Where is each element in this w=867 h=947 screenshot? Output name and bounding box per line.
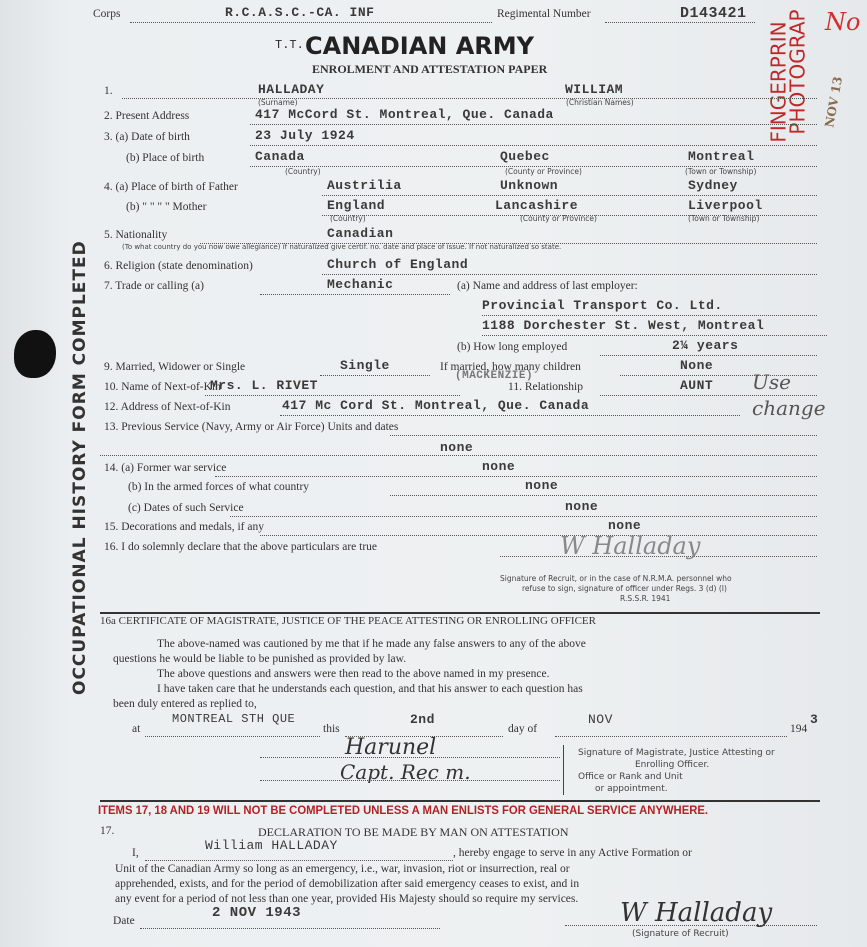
place-of-birth-label: (b) Place of birth: [126, 152, 205, 164]
date-label: Date: [113, 915, 135, 927]
attestation-place: MONTREAL STH QUE: [172, 712, 296, 726]
decorations: none: [608, 518, 642, 533]
corps-value: R.C.A.S.C.-CA. INF: [225, 5, 375, 20]
regimental-number-label: Regimental Number: [497, 8, 591, 20]
mother-birth-label: (b) " " " " Mother: [126, 201, 207, 213]
certificate-text: been duly entered as replied to,: [113, 698, 257, 710]
next-of-kin-label: 10. Name of Next-of-Kin: [104, 381, 221, 393]
mother-province: Lancashire: [495, 198, 579, 213]
recruit-signature-caption: (Signature of Recruit): [632, 929, 729, 939]
attestation-day: 2nd: [410, 712, 435, 727]
occupational-stamp: OCCUPATIONAL HISTORY FORM COMPLETED: [70, 240, 90, 695]
officer-caption: Enrolling Officer.: [635, 760, 710, 770]
regimental-number: D143421: [680, 5, 747, 22]
province-caption: (County or Province): [520, 214, 597, 223]
former-war-service: none: [482, 459, 516, 474]
service-dates: none: [565, 499, 599, 514]
children-count: None: [680, 358, 714, 373]
present-address-label: 2. Present Address: [104, 110, 190, 122]
next-of-kin: Mrs. L. RIVET: [210, 378, 318, 393]
fingerprinted-stamp: FINGERPRIN: [766, 21, 791, 143]
declaration-date: 2 NOV 1943: [212, 905, 302, 921]
certificate-heading: 16a CERTIFICATE OF MAGISTRATE, JUSTICE OF THE PEACE ATTESTING OR ENROLLING OFFICER: [100, 615, 596, 627]
birth-town: Montreal: [688, 149, 755, 164]
relationship-label: 11. Relationship: [508, 381, 583, 393]
declaration-16-label: 16. I do solemnly declare that the above particulars are true: [104, 541, 378, 553]
next-of-kin-address-label: 12. Address of Next-of-Kin: [104, 401, 231, 413]
town-caption: (Town or Township): [685, 167, 757, 176]
officer-caption: or appointment.: [595, 784, 668, 794]
declaration-text: apprehended, exists, and for the period of demobilization after said emergency ceases to exist, and in: [115, 878, 580, 890]
nationality-label: 5. Nationality: [104, 229, 168, 241]
officer-rank: Capt. Rec m.: [340, 760, 471, 784]
attestation-year-digit: 3: [810, 712, 819, 727]
father-province: Unknown: [500, 178, 559, 193]
declaration-text: any event for a period of not less than one year, provided His Majesty should so require my services.: [115, 893, 579, 905]
father-birth-label: 4. (a) Place of birth of Father: [104, 181, 238, 193]
previous-service-label: 13. Previous Service (Navy, Army or Air Force) Units and dates: [104, 421, 399, 433]
armed-forces-country: none: [525, 478, 559, 493]
how-long-employed: 2¼ years: [672, 338, 739, 353]
certificate-text: I have taken care that he understands each question, and that his answer to each question has: [157, 683, 583, 695]
day-of-label: day of: [508, 723, 538, 735]
surname-caption: (Surname): [258, 98, 298, 107]
children-label: If married, how many children: [440, 361, 581, 373]
certificate-text: The above-named was cautioned by me that if he made any false answers to any of the above: [157, 638, 586, 650]
previous-service: none: [440, 440, 474, 455]
declaration-text: , hereby engage to serve in any Active Formation or: [453, 847, 692, 859]
employer-line-1: Provincial Transport Co. Ltd.: [482, 298, 723, 313]
province-caption: (County or Province): [505, 167, 582, 176]
marital-status: Single: [340, 358, 390, 373]
date-stamp: NOV 13: [822, 75, 846, 129]
armed-forces-country-label: (b) In the armed forces of what country: [128, 481, 310, 493]
certificate-text: The above questions and answers were then read to the above named in my presence.: [157, 668, 550, 680]
trade: Mechanic: [327, 277, 394, 292]
town-caption: (Town or Township): [688, 214, 760, 223]
attestation-year: 194: [790, 723, 808, 735]
present-address: 417 McCord St. Montreal, Que. Canada: [255, 107, 554, 122]
religion: Church of England: [327, 257, 469, 272]
q1-number: 1.: [104, 85, 113, 97]
ink-blot: [14, 330, 56, 378]
officer-signature: Harunel: [345, 735, 437, 760]
tt-mark: T.T.: [275, 38, 304, 52]
recruit-signature-declaration: W Halladay: [620, 898, 773, 928]
signature-caption-1: Signature of Recruit, or in the case of N.R.M.A. personnel who: [500, 574, 732, 583]
form-title: CANADIAN ARMY: [305, 32, 535, 60]
trade-label: 7. Trade or calling (a): [104, 280, 204, 292]
handwritten-annotation-change: change: [752, 396, 826, 420]
date-of-birth: 23 July 1924: [255, 128, 355, 143]
dob-label: 3. (a) Date of birth: [104, 131, 190, 143]
attestation-month: NOV: [588, 712, 613, 727]
form-subtitle: ENROLMENT AND ATTESTATION PAPER: [312, 62, 548, 76]
declaration-text: Unit of the Canadian Army so long as an emergency, i.e., war, invasion, riot or insurrection, real or: [115, 863, 570, 875]
employer-line-2: 1188 Dorchester St. West, Montreal: [482, 318, 765, 333]
i-label: I,: [132, 847, 139, 859]
general-service-warning: ITEMS 17, 18 AND 19 WILL NOT BE COMPLETED UNLESS A MAN ENLISTS FOR GENERAL SERVICE ANYWHERE.: [98, 803, 709, 817]
item-17-number: 17.: [100, 825, 115, 837]
father-town: Sydney: [688, 178, 738, 193]
christian-names: WILLIAM: [565, 82, 624, 97]
relationship: AUNT: [680, 378, 714, 393]
how-long-employed-label: (b) How long employed: [457, 341, 568, 353]
photographed-stamp: PHOTOGRAP: [785, 9, 810, 135]
handwritten-annotation-use: Use: [752, 370, 791, 394]
maiden-name: (MACKENZIE): [455, 370, 534, 382]
signature-caption-3: R.S.S.R. 1941: [620, 594, 671, 603]
corner-annotation: No: [825, 8, 861, 36]
recruit-signature: W Halladay: [560, 532, 701, 560]
corps-label: Corps: [93, 8, 121, 20]
birth-province: Quebec: [500, 149, 550, 164]
next-of-kin-address: 417 Mc Cord St. Montreal, Que. Canada: [282, 398, 590, 413]
surname: HALLADAY: [258, 82, 325, 97]
certificate-text: questions he would be liable to be punished as provided by law.: [113, 653, 407, 665]
declarant-name: William HALLADAY: [205, 838, 338, 853]
last-employer-label: (a) Name and address of last employer:: [457, 280, 638, 292]
religion-label: 6. Religion (state denomination): [104, 260, 253, 272]
former-war-service-label: 14. (a) Former war service: [104, 462, 227, 474]
at-label: at: [132, 723, 141, 735]
signature-caption-2: refuse to sign, signature of officer under Regs. 3 (d) (I): [522, 584, 727, 593]
father-country: Austrilia: [327, 178, 402, 193]
this-label: this: [323, 723, 340, 735]
country-caption: (Country): [285, 167, 321, 176]
officer-caption: Office or Rank and Unit: [578, 772, 683, 782]
nationality-note: (To what country do you now owe allegiance) if naturalized give certif. no. date and place of issue. If not naturalized so state.: [122, 243, 562, 251]
officer-caption: Signature of Magistrate, Justice Attesting or: [578, 748, 775, 758]
declaration-heading: DECLARATION TO BE MADE BY MAN ON ATTESTATION: [258, 825, 569, 839]
mother-country: England: [327, 198, 386, 213]
mother-town: Liverpool: [688, 198, 763, 213]
country-caption: (Country): [330, 214, 366, 223]
brace: [563, 745, 568, 795]
decorations-label: 15. Decorations and medals, if any: [104, 521, 264, 533]
birth-country: Canada: [255, 149, 305, 164]
nationality: Canadian: [327, 226, 394, 241]
marital-status-label: 9. Married, Widower or Single: [104, 361, 246, 373]
christian-names-caption: (Christian Names): [566, 98, 634, 107]
service-dates-label: (c) Dates of such Service: [128, 502, 244, 514]
